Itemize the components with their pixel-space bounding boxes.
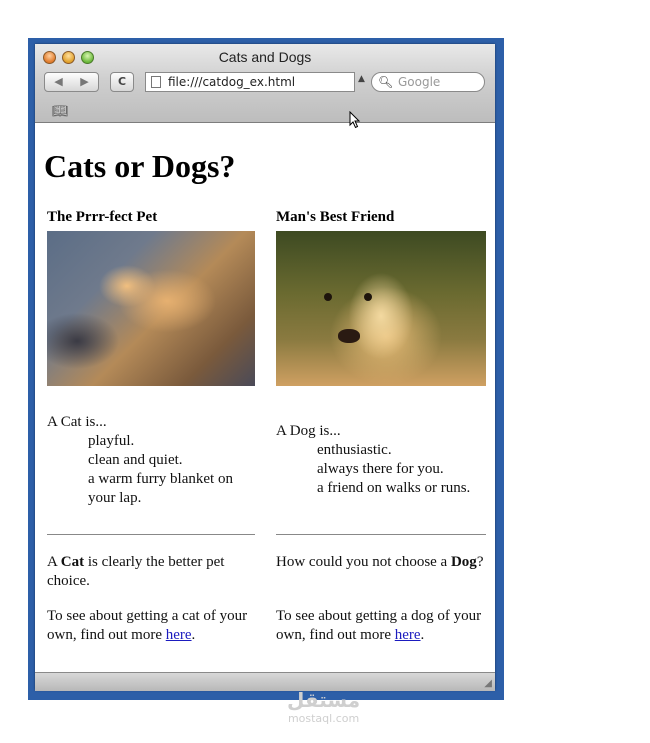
book-icon[interactable]: 📖︎ bbox=[52, 104, 69, 119]
dog-divider bbox=[276, 534, 486, 535]
cat-photo bbox=[47, 231, 255, 386]
page-content bbox=[35, 123, 495, 672]
dog-column-title: Man's Best Friend bbox=[276, 209, 395, 225]
search-icon: 🔍︎ bbox=[378, 75, 394, 89]
cat-column-title: The Prrr-fect Pet bbox=[47, 209, 158, 225]
dog-nose bbox=[338, 329, 360, 343]
cat-traits bbox=[47, 413, 262, 508]
page-title: Cats or Dogs? bbox=[44, 148, 236, 184]
cat-trait-1: playful. bbox=[88, 433, 135, 449]
dog-trait-1: enthusiastic. bbox=[317, 442, 392, 458]
watermark bbox=[287, 688, 360, 725]
back-forward-buttons bbox=[44, 72, 99, 92]
dog-cta-period: . bbox=[420, 627, 425, 643]
cat-here-link[interactable]: here bbox=[165, 627, 192, 643]
search-placeholder: Google bbox=[398, 75, 441, 89]
browser-window bbox=[35, 44, 495, 690]
dog-photo bbox=[276, 231, 486, 386]
cat-conclusion-post: is clearly the better pet choice. bbox=[47, 554, 225, 589]
back-button[interactable]: ◀ bbox=[54, 75, 63, 88]
search-field[interactable] bbox=[371, 72, 485, 92]
cat-cta bbox=[47, 607, 255, 645]
cat-cta-period: . bbox=[191, 627, 196, 643]
window-title: Cats and Dogs bbox=[218, 49, 312, 65]
url-text: file:///catdog_ex.html bbox=[168, 75, 296, 89]
dog-intro: A Dog is... bbox=[276, 423, 341, 439]
dog-conclusion-pre: How could you not choose a bbox=[276, 554, 451, 570]
cat-conclusion-bold: Cat bbox=[60, 554, 85, 570]
resize-grip-icon[interactable]: ◢ bbox=[484, 678, 492, 689]
cat-trait-4: your lap. bbox=[88, 490, 142, 506]
dog-here-link[interactable]: here bbox=[394, 627, 421, 643]
dog-eye bbox=[324, 293, 332, 301]
cat-divider bbox=[47, 534, 255, 535]
title-bar bbox=[35, 44, 495, 123]
dog-cta bbox=[276, 607, 486, 645]
watermark-latin: mostaql.com bbox=[287, 712, 360, 725]
dog-eye bbox=[364, 293, 372, 301]
reload-button[interactable]: C bbox=[110, 72, 134, 92]
dog-trait-2: always there for you. bbox=[317, 461, 444, 477]
cat-cta-text: To see about getting a cat of your own, find out more bbox=[47, 608, 248, 643]
dog-cta-text: To see about getting a dog of your own, find out more bbox=[276, 608, 482, 643]
dog-conclusion-post: ? bbox=[476, 554, 484, 570]
mouse-cursor-icon bbox=[349, 111, 361, 129]
cat-trait-3: a warm furry blanket on bbox=[88, 471, 233, 487]
cat-trait-2: clean and quiet. bbox=[88, 452, 183, 468]
watermark-arabic: مستقل bbox=[287, 688, 361, 712]
forward-button[interactable]: ▶ bbox=[80, 75, 89, 88]
chevron-up-icon[interactable]: ▲ bbox=[358, 74, 365, 84]
dog-conclusion-bold: Dog bbox=[450, 554, 477, 570]
dog-traits bbox=[276, 422, 491, 498]
page-icon bbox=[151, 76, 161, 88]
status-bar bbox=[35, 672, 495, 691]
dog-conclusion bbox=[276, 553, 486, 572]
cat-conclusion-pre: A bbox=[47, 554, 61, 570]
cat-intro: A Cat is... bbox=[47, 414, 107, 430]
dog-trait-3: a friend on walks or runs. bbox=[317, 480, 471, 496]
address-bar[interactable] bbox=[145, 72, 355, 92]
cat-conclusion bbox=[47, 553, 255, 591]
